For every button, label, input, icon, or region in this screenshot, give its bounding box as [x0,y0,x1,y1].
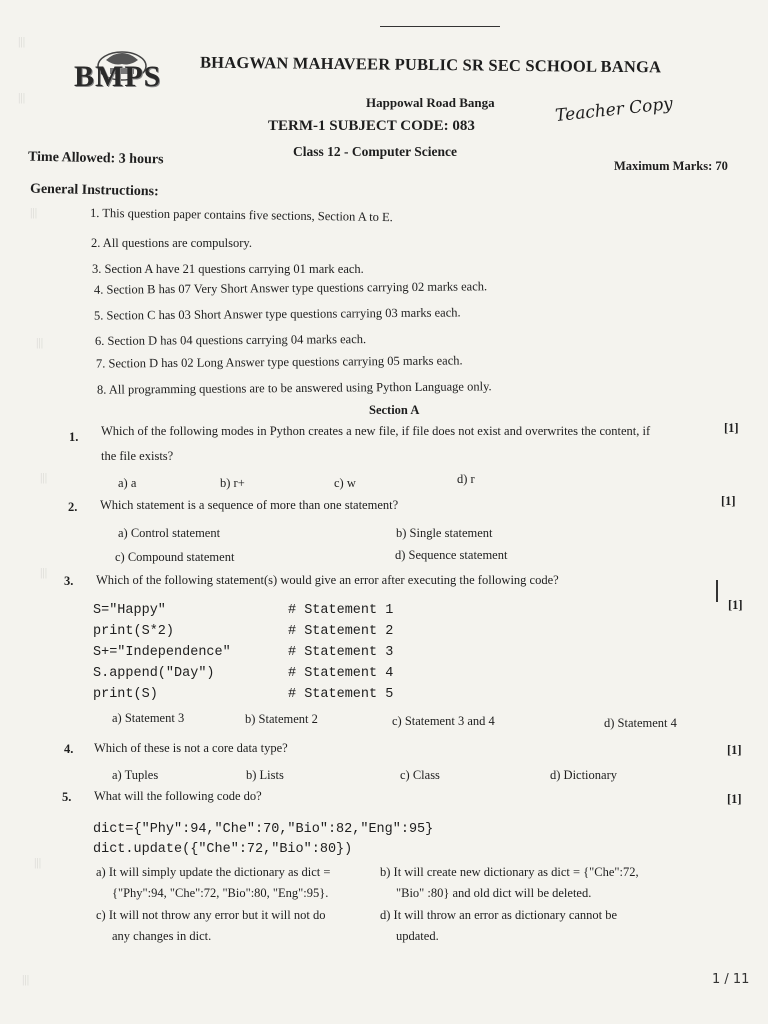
logo-text: BMPS [74,60,162,93]
option-d: d) Statement 4 [604,716,677,730]
code-line: dict.update({"Che":72,"Bio":80}) [93,842,353,857]
option-c: c) Class [400,768,440,782]
scan-artifact: ||| [18,34,26,48]
question-text: What will the following code do? [94,789,262,803]
option-c: c) It will not throw any error but it will not do [96,908,326,922]
code-line: print(S*2) [93,624,175,639]
option-d: d) Sequence statement [395,548,508,562]
question-marks: [1] [727,743,742,757]
question-marks: [1] [727,792,742,806]
scan-artifact: ||| [34,855,42,869]
question-text: Which of the following modes in Python creates a new file, if file does not exist and overwrites the content, if [101,424,651,438]
option-a: a) Statement 3 [112,711,185,725]
question-text: the file exists? [101,449,174,463]
instruction-item: 6. Section D has 04 questions carrying 04 marks each. [94,332,367,348]
code-comment: # Statement 4 [288,666,394,681]
question-number: 4. [64,742,74,756]
question-marks: [1] [724,421,739,435]
instruction-item: 1. This question paper contains five sections, Section A to E. [89,205,393,225]
option-a: a) Control statement [118,526,221,540]
instruction-item: 8. All programming questions are to be answered using Python Language only. [96,379,492,397]
option-c-continued: any changes in dict. [112,929,212,943]
school-title: BHAGWAN MAHAVEER PUBLIC SR SEC SCHOOL BANGA [199,52,662,77]
instruction-item: 3. Section A have 21 questions carrying 01 mark each. [92,262,364,276]
time-allowed: Time Allowed: 3 hours [27,149,164,168]
question-marks: [1] [721,494,736,508]
option-c: c) Compound statement [115,550,235,564]
class-subject: Class 12 - Computer Science [293,144,457,159]
code-line: dict={"Phy":94,"Che":70,"Bio":82,"Eng":95} [93,822,434,837]
option-d: d) Dictionary [550,768,617,782]
instruction-item: 5. Section C has 03 Short Answer type questions carrying 03 marks each. [93,305,461,323]
instruction-item: 7. Section D has 02 Long Answer type questions carrying 05 marks each. [95,353,463,371]
option-b: b) It will create new dictionary as dict = {"Che":72, [380,865,639,879]
option-d-continued: updated. [396,929,439,943]
code-comment: # Statement 1 [288,603,394,618]
option-a: a) Tuples [112,768,159,782]
question-text: Which statement is a sequence of more than one statement? [100,498,399,512]
instruction-item: 2. All questions are compulsory. [91,236,252,250]
question-number: 2. [68,500,78,514]
code-line: print(S) [93,687,158,702]
top-rule [380,26,500,27]
question-number: 3. [64,574,74,588]
question-number: 1. [69,430,79,444]
code-line: S="Happy" [93,603,166,618]
question-marks: [1] [728,598,743,612]
code-comment: # Statement 3 [288,645,394,660]
option-b: b) Statement 2 [245,712,318,726]
question-text: Which of these is not a core data type? [94,741,288,755]
scan-artifact: ||| [18,90,26,104]
option-c: c) w [334,476,356,490]
option-a-continued: {"Phy":94, "Che":72, "Bio":80, "Eng":95}. [112,886,329,900]
instruction-item: 4. Section B has 07 Very Short Answer type questions carrying 02 marks each. [93,279,488,297]
code-comment: # Statement 2 [288,624,394,639]
option-b: b) Single statement [396,526,493,540]
option-a: a) a [118,476,137,490]
section-a-heading: Section A [369,403,420,417]
scan-artifact: ||| [40,470,48,484]
term-subject-code: TERM-1 SUBJECT CODE: 083 [268,118,475,134]
scan-artifact: ||| [30,205,38,219]
code-line: S.append("Day") [93,666,215,681]
scan-artifact: ||| [36,335,44,349]
scan-artifact: ||| [22,972,30,986]
pen-mark [716,580,718,602]
option-b: b) r+ [220,476,245,490]
option-d: d) r [457,472,475,486]
instructions-title: General Instructions: [29,181,159,200]
code-line: S+="Independence" [93,645,231,660]
option-b-continued: "Bio" :80} and old dict will be deleted. [396,886,592,900]
question-number: 5. [62,790,72,804]
option-a: a) It will simply update the dictionary as dict = [96,865,331,879]
scan-artifact: ||| [40,565,48,579]
code-comment: # Statement 5 [288,687,394,702]
school-address: Happowal Road Banga [366,95,495,110]
maximum-marks: Maximum Marks: 70 [614,159,728,173]
option-b: b) Lists [246,768,284,782]
option-c: c) Statement 3 and 4 [392,714,495,728]
page-number: 1 / 11 [712,972,750,987]
option-d: d) It will throw an error as dictionary cannot be [380,908,618,922]
question-text: Which of the following statement(s) would give an error after executing the following code? [96,573,559,587]
teacher-copy-handwritten: Teacher Copy [554,93,674,127]
